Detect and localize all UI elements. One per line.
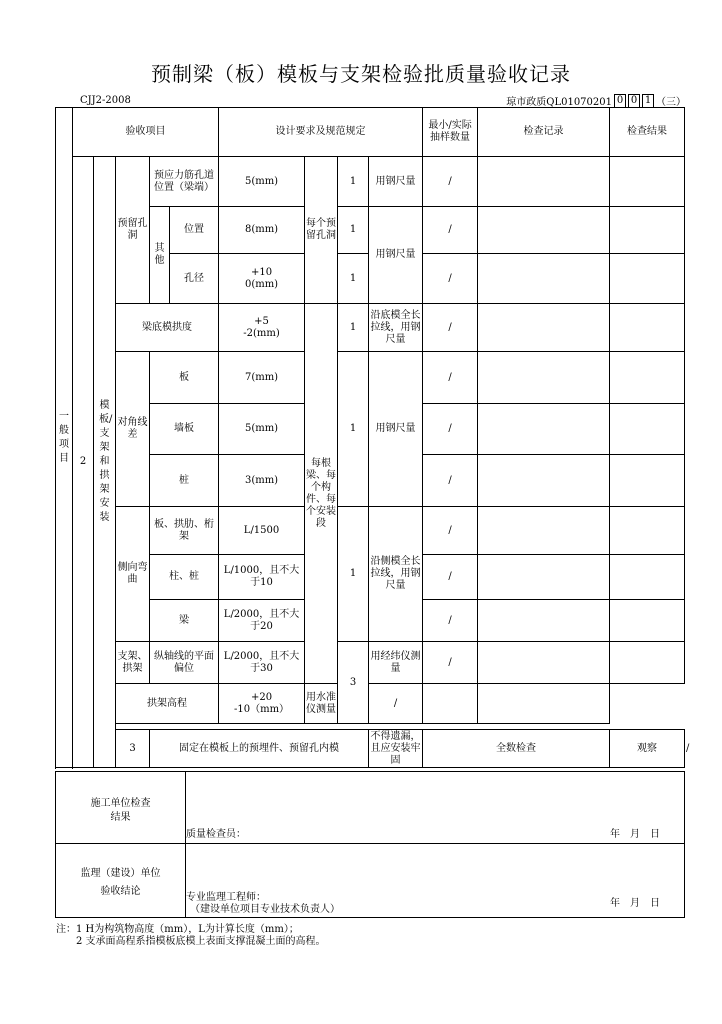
form-number-box[interactable]: 0 (628, 94, 640, 108)
reserved-holes-cell: 预留孔洞 (116, 157, 150, 304)
column-spec: 3(mm) (219, 455, 305, 507)
table-row (56, 352, 685, 404)
fixed-sample: 全数检查 (423, 730, 610, 768)
other-label: 其他 (154, 243, 165, 266)
column-label: 桩 (150, 455, 219, 507)
sample-count: 1 (338, 352, 369, 507)
min-sample-cell: / (423, 555, 478, 600)
table-row (56, 157, 685, 207)
support-cell: 支架、拱架 (116, 642, 150, 684)
result-cell[interactable] (610, 555, 685, 600)
board-label: 板 (150, 352, 219, 404)
sample-count: 1 (338, 304, 369, 352)
record-cell[interactable] (478, 157, 610, 207)
record-cell[interactable] (478, 352, 610, 404)
engineer-label: 专业监理工程师： (186, 892, 266, 903)
category-label: 模板/支架和拱架安装 (99, 400, 113, 523)
table-row (56, 684, 685, 724)
lat2-label: 柱、桩 (150, 555, 219, 600)
sample-count: 1 (338, 157, 369, 207)
camber-label: 梁底模拱度 (116, 304, 219, 352)
method-cell: 用钢尺量 (369, 352, 423, 507)
standard-code: CJJ2-2008 (80, 95, 131, 106)
table-row (56, 642, 685, 684)
table-row (56, 207, 685, 254)
method-cell: 沿底模全长拉线，用钢尺量 (369, 304, 423, 352)
notes (56, 924, 326, 948)
min-sample-cell: / (423, 254, 478, 304)
diagonal-cell: 对角线差 (116, 352, 150, 507)
method-cell: 用钢尺量 (369, 207, 423, 304)
construction-row (56, 772, 685, 844)
item-number-2: 2 (73, 157, 94, 768)
sample-count: 1 (338, 507, 369, 642)
result-cell[interactable] (610, 404, 685, 455)
note-line: 注：1 H为构筑物高度（mm），L为计算长度（mm）； (56, 924, 299, 935)
form-number-suffix: （三） (656, 97, 686, 108)
record-cell[interactable] (478, 555, 610, 600)
min-sample-cell: / (423, 352, 478, 404)
signature-table (55, 771, 685, 918)
table-row (56, 304, 685, 352)
record-cell[interactable] (423, 684, 478, 724)
form-number-box[interactable]: 0 (614, 94, 626, 108)
result-cell[interactable] (610, 455, 685, 507)
min-sample-cell: / (423, 207, 478, 254)
min-sample-cell: / (423, 455, 478, 507)
record-cell[interactable] (478, 600, 610, 642)
category-cell (94, 157, 116, 768)
sample-count: 1 (338, 207, 369, 254)
general-cell (56, 108, 73, 768)
record-cell[interactable] (478, 254, 610, 304)
result-cell[interactable] (610, 254, 685, 304)
method-cell: 用钢尺量 (369, 157, 423, 207)
lat1-spec: L/1500 (219, 507, 305, 555)
other-cell (150, 207, 170, 304)
sample-count: 1 (338, 254, 369, 304)
record-cell[interactable] (478, 404, 610, 455)
construction-label: 施工单位检查结果 (90, 798, 151, 823)
supervision-body[interactable] (186, 844, 685, 918)
table-row: 3 固定在模板上的预埋件、预留孔内模 不得遗漏，且应安装牢固 全数检查 观察 / (56, 730, 685, 768)
position-spec: 8(mm) (219, 207, 305, 254)
arch-spec: +20 -10（mm） (219, 684, 305, 724)
camber-spec: +5 -2(mm) (219, 304, 305, 352)
axis-label: 纵轴线的平面偏位 (150, 642, 219, 684)
inspection-table (55, 107, 690, 768)
method-cell: 用经纬仪测量 (369, 642, 423, 684)
sample-count: 3 (338, 642, 369, 724)
supervision-row (56, 844, 685, 918)
lateral-cell: 侧向弯曲 (116, 507, 150, 642)
construction-label-cell (56, 772, 186, 844)
result-cell[interactable] (610, 304, 685, 352)
inspector-label: 质量检查员： (186, 829, 246, 840)
record-cell[interactable] (478, 304, 610, 352)
lat3-label: 梁 (150, 600, 219, 642)
table-row (56, 507, 685, 555)
result-cell[interactable] (610, 507, 685, 555)
record-cell[interactable] (478, 507, 610, 555)
header-item: 验收项目 (73, 108, 219, 157)
result-cell[interactable] (478, 684, 610, 724)
construction-date: 年 月 日 (610, 829, 660, 840)
lat1-label: 板、拱肋、桁架 (150, 507, 219, 555)
min-sample-cell: / (423, 600, 478, 642)
item-number-3: 3 (116, 730, 150, 768)
form-number (506, 93, 686, 108)
wall-spec: 5(mm) (219, 404, 305, 455)
form-number-box[interactable]: 1 (642, 94, 654, 108)
engineer-sub-label: （建设单位项目专业技术负责人） (190, 904, 340, 915)
method-cell: 沿侧模全长拉线，用钢尺量 (369, 507, 423, 642)
min-sample-cell: / (369, 684, 423, 724)
supervision-label: 监理（建设）单位验收结论 (80, 868, 161, 897)
header-result: 检查结果 (610, 108, 685, 157)
hole-dia-spec: +10 0(mm) (219, 254, 305, 304)
construction-body[interactable] (186, 772, 685, 844)
header-row (56, 108, 685, 157)
record-cell[interactable] (478, 207, 610, 254)
supervision-label-cell (56, 844, 186, 918)
fixed-method: 观察 (610, 730, 685, 768)
form-number-prefix: 琼市政质QL01070201 (506, 97, 612, 108)
each-hole-cell: 每个预留孔洞 (305, 157, 338, 304)
each-beam-cell: 每根梁、每个构件、每个安装段 (305, 304, 338, 684)
record-cell[interactable] (478, 642, 610, 684)
wall-label: 墙板 (150, 404, 219, 455)
fixed-label: 固定在模板上的预埋件、预留孔内模 (150, 730, 369, 768)
general-label: 一般项目 (59, 410, 69, 464)
result-cell[interactable] (610, 642, 685, 684)
result-cell[interactable] (610, 352, 685, 404)
min-sample-cell: / (423, 507, 478, 555)
record-cell[interactable] (478, 455, 610, 507)
axis-spec: L/2000，且不大于30 (219, 642, 305, 684)
result-cell[interactable] (610, 207, 685, 254)
min-sample-cell: / (423, 642, 478, 684)
prestress-label: 预应力筋孔道位置（梁端） (150, 157, 219, 207)
arch-height-label: 拱架高程 (116, 684, 219, 724)
page-title: 预制梁（板）模板与支架检验批质量验收记录 (151, 62, 571, 86)
lat2-spec: L/1000，且不大于10 (219, 555, 305, 600)
min-sample-cell: / (423, 304, 478, 352)
min-sample-cell: / (423, 157, 478, 207)
result-cell[interactable] (610, 600, 685, 642)
prestress-spec: 5(mm) (219, 157, 305, 207)
method-cell: 用水准仪测量 (305, 684, 338, 724)
lat3-spec: L/2000，且不大于20 (219, 600, 305, 642)
header-spec: 设计要求及规范规定 (219, 108, 423, 157)
position-label: 位置 (170, 207, 219, 254)
fixed-spec: 不得遗漏，且应安装牢固 (370, 730, 421, 766)
note-line: 2 支承面高程系指模板底模上表面支撑混凝土面的高程。 (56, 936, 326, 947)
result-cell[interactable] (610, 157, 685, 207)
hole-dia-label: 孔径 (170, 254, 219, 304)
header-min-sample: 最小/实际抽样数量 (423, 108, 478, 157)
min-sample-cell: / (423, 404, 478, 455)
board-spec: 7(mm) (219, 352, 305, 404)
supervision-date: 年 月 日 (610, 898, 660, 909)
header-record: 检查记录 (478, 108, 610, 157)
